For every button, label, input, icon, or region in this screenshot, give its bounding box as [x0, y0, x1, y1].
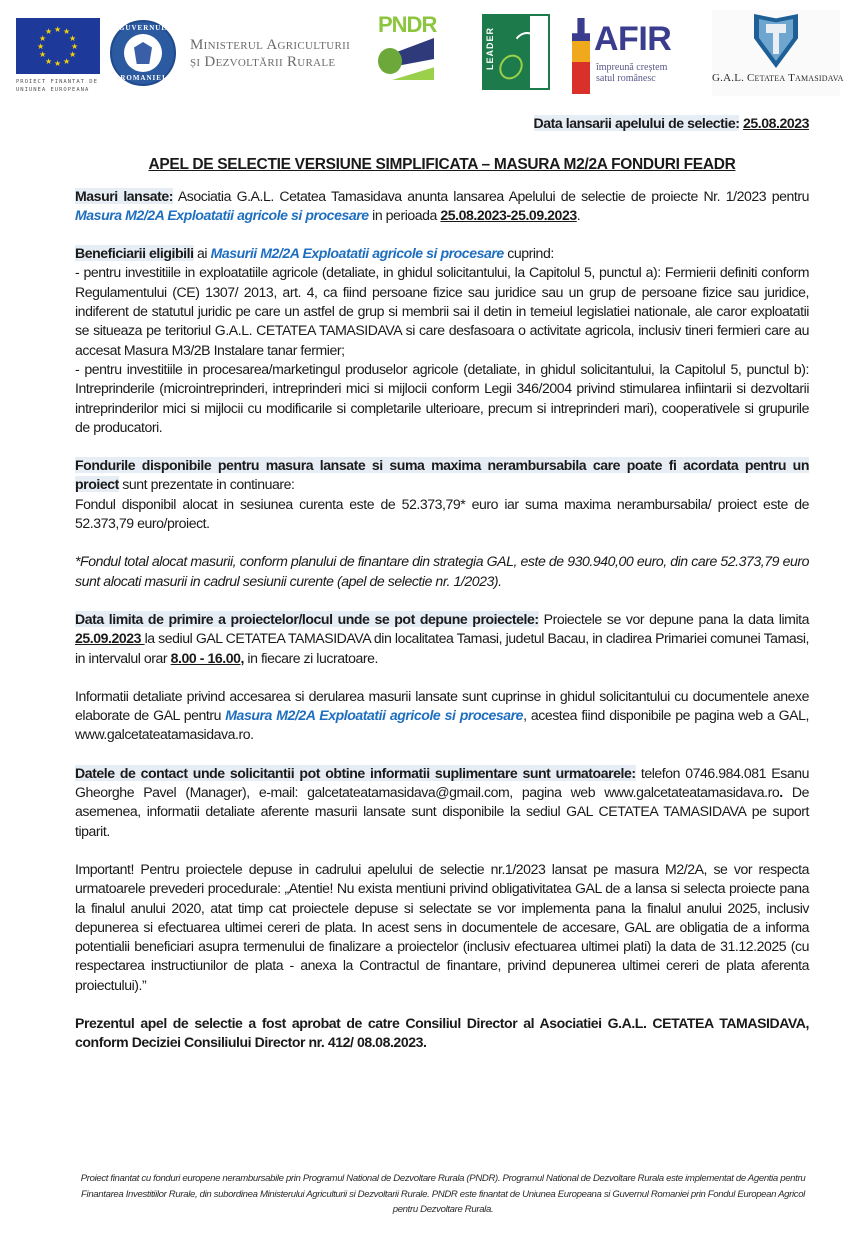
beneficiaries-heading	[75, 244, 809, 263]
leader-wordmark: LEADER	[485, 26, 495, 70]
info-paragraph	[75, 687, 809, 745]
eu-logo	[16, 18, 100, 98]
afir-logo-icon	[572, 18, 682, 96]
eu-flag-icon: ★ ★ ★ ★ ★ ★ ★ ★ ★ ★ ★ ★	[16, 18, 100, 74]
afir-tagline-line2: satul românesc	[596, 73, 656, 84]
info-text: , acestea fiind disponibile pe pagina web a GAL, www.galcetateatamasidava.ro.	[75, 707, 809, 743]
pndr-wordmark: PNDR	[378, 12, 437, 37]
beneficiaries-text: cuprind:	[503, 245, 554, 262]
contact-text: .	[779, 784, 783, 801]
beneficiaries-text: ai	[193, 245, 211, 262]
deadline-paragraph	[75, 610, 809, 668]
eu-caption-line1: PROIECT FINANTAT DE	[16, 79, 98, 85]
measures-text: in perioada	[368, 206, 441, 223]
funds-footnote: *Fondul total alocat masurii, conform planului de finantare din strategia GAL, este de 930.940,00 euro, din care 52.373,79 euro sunt alocati masurii in cadrul sesiunii curente (apel de selectie nr. 1/2023).	[75, 553, 809, 589]
measures-text: .	[576, 206, 581, 223]
eu-caption	[16, 78, 100, 94]
beneficiaries-item-processing: - pentru investitiile in procesarea/marketingul produselor agricole (detaliate, in ghidul solicitantului, la Capitolul 5, punctul b): Intreprinderile (microintreprinderi, intreprinderi mici si mijlocii conform Legii 346/2004 privind stimularea infiintarii si dezvoltarii intreprinderilor mici si mijlocii cu modificarile si completarile ulterioare, precum si intreprinderi mari), cooperativele si grupurile de producatori.	[75, 360, 809, 435]
deadline-date: 25.09.2023	[75, 630, 145, 647]
contact-details: telefon 0746.984.081 Esanu Gheorghe Pavel (Manager), e-mail: galcetateatamasidava@gmail.com, pagina web www.galcetateatamasidava.ro	[75, 764, 809, 801]
leader-logo-icon	[482, 14, 550, 90]
funds-amount-text: Fondul disponibil alocat in sesiunea curenta este de 52.373,79* euro iar suma maxima nerambursabila/ proiect este de 52.373,79 euro/proiect.	[75, 495, 809, 532]
afir-tagline-line1: împreună creștem	[596, 62, 668, 73]
gal-name: G.A.L. Cetatea Tamasidava	[712, 72, 844, 84]
afir-tagline	[596, 62, 667, 84]
deadline-text: in fiecare zi lucratoare.	[243, 649, 378, 666]
launch-date-value: 25.08.2023	[742, 115, 809, 131]
afir-motif-icon	[572, 18, 590, 94]
afir-wordmark: AFIR	[594, 20, 672, 58]
funding-footer: Proiect finantat cu fonduri europene nerambursabile prin Programul National de Dezvoltare Rurala (PNDR). Programul National de Dezvoltare Rurala este implementat de Agentia pentru Finantarea Investitiilor Rurale, din subordinea Ministerului Agriculturii si Dezvoltarii Rurale. PNDR este finantat de Uniunea Europeana si Guvernul Romaniei prin Fondul European Agricol pentru Dezvoltare Rurala.	[80, 1173, 806, 1215]
page-title: APEL DE SELECTIE VERSIUNE SIMPLIFICATA – MASURA M2/2A FONDURI FEADR	[148, 156, 736, 174]
deadline-label: Data limita de primire a proiectelor/locul unde se pot depune proiectele:	[75, 610, 539, 627]
funds-text: sunt prezentate in continuare:	[118, 476, 295, 493]
measure-name: Masurii M2/2A Exploatatii agricole si procesare	[210, 245, 504, 262]
ministry-line1: Ministerul Agriculturii	[190, 37, 351, 53]
deadline-text: la sediul GAL CETATEA TAMASIDAVA din localitatea Tamasi, judetul Bacau, in cladirea Primariei comunei Tamasi, in intervalul orar	[75, 630, 809, 666]
deadline-text: Proiectele se vor depune pana la data limita	[538, 610, 809, 627]
logo-header	[0, 10, 866, 100]
measures-label: Masuri lansate:	[75, 187, 173, 204]
document-body	[75, 110, 809, 1053]
launch-date-label: Data lansarii apelului de selectie:	[533, 115, 740, 131]
funds-paragraph	[75, 456, 809, 495]
beneficiaries-item-agricultural: - pentru investitiile in exploatatiile agricole (detaliate, in ghidul solicitantului, la Capitolul 5, punctul a): Fermierii definiti conform Regulamentului (CE) 1307/ 2013, art. 4, ca fiind persoane fizice sau juridice sau un grup de persoane fizice sau juridice, indiferent de statutul juridic pe care un astfel de grup si membrii sai il detin in temeiul legislatiei nationale, ale caror exploatatii se situeaza pe teritoriul G.A.L. CETATEA TAMASIDAVA si care desfasoara o activitate agricola, inclusiv tineri fermieri care au accesat Masura M3/2B Instalare tanar fermier;	[75, 264, 809, 358]
gov-seal-top-text: GUVERNUL	[118, 24, 168, 32]
info-text: Informatii detaliate privind accesarea si derularea masurii lansate sunt cuprinse in ghidul solicitantului cu documentele anexe elaborate de GAL pentru	[75, 687, 809, 724]
measure-name: Masura M2/2A Exploatatii agricole si procesare	[75, 206, 369, 223]
launch-date	[75, 114, 809, 133]
approval-statement: Prezentul apel de selectie a fost aprobat de catre Consiliul Director al Asociatiei G.A.L. CETATEA TAMASIDAVA, conform Deciziei Consiliului Director nr. 412/ 08.08.2023.	[75, 1014, 809, 1051]
funds-label: Fondurile disponibile pentru masura lansate si suma maxima nerambursabila care poate fi acordata pentru un proiect	[75, 457, 809, 493]
leader-bar	[482, 14, 504, 90]
ministry-line2: și Dezvoltării Rurale	[190, 54, 336, 70]
beneficiaries-label: Beneficiarii eligibili	[75, 245, 194, 262]
ministry-name	[190, 37, 350, 71]
tree-icon	[378, 48, 402, 74]
contact-text: De asemenea, informatii detaliate aferente masurii lansate sunt disponibile la sediul GAL CETATEA TAMASIDAVA pe suport tiparit.	[75, 784, 809, 839]
gov-seal-bottom-text: ROMANIEI	[120, 74, 166, 82]
eu-caption-line2: UNIUNEA EUROPEANA	[16, 87, 90, 93]
important-notice: Important! Pentru proiectele depuse in cadrului apelului de selectie nr.1/2023 lansat pe masura M2/2A, se vor respecta urmatoarele prevederi procedurale: „Atentie! Nu exista mentiuni privind obligativitatea GAL de a lansa si selecta proiecte pana la finalul anului 2020, atat timp cat proiectele depuse si selectate se vor implementa pana la finalul anului 2025, inclusiv depunerea si efectuarea ultimei cereri de plata. In acest sens in documentele de accesare, GAL are obligatia de a informa potentialii beneficiari asupra termenului de finalizare a proiectelor (inclusiv efectuarea ultimei plati) la data de 31.12.2025 (cu respectarea instructiunilor de plata - anexa la Contractul de finantare, privind depunerea ultimei cereri de plata aferenta proiectului).”	[75, 860, 809, 993]
measures-paragraph	[75, 187, 809, 226]
guvernul-romaniei-seal-icon	[110, 20, 176, 86]
office-hours: 8.00 - 16.00,	[170, 649, 244, 666]
gal-logo	[712, 10, 844, 96]
contact-label: Datele de contact unde solicitantii pot obtine informatii suplimentare sunt urmatoarele:	[75, 764, 636, 781]
launch-period: 25.08.2023-25.09.2023	[440, 206, 577, 223]
contact-paragraph	[75, 764, 809, 841]
measures-text: Asociatia G.A.L. Cetatea Tamasidava anunta lansarea Apelului de selectie de proiecte Nr. 1/2023 pentru	[173, 187, 809, 204]
pndr-logo-icon	[378, 12, 437, 92]
measure-name: Masura M2/2A Exploatatii agricole si procesare	[225, 707, 524, 724]
